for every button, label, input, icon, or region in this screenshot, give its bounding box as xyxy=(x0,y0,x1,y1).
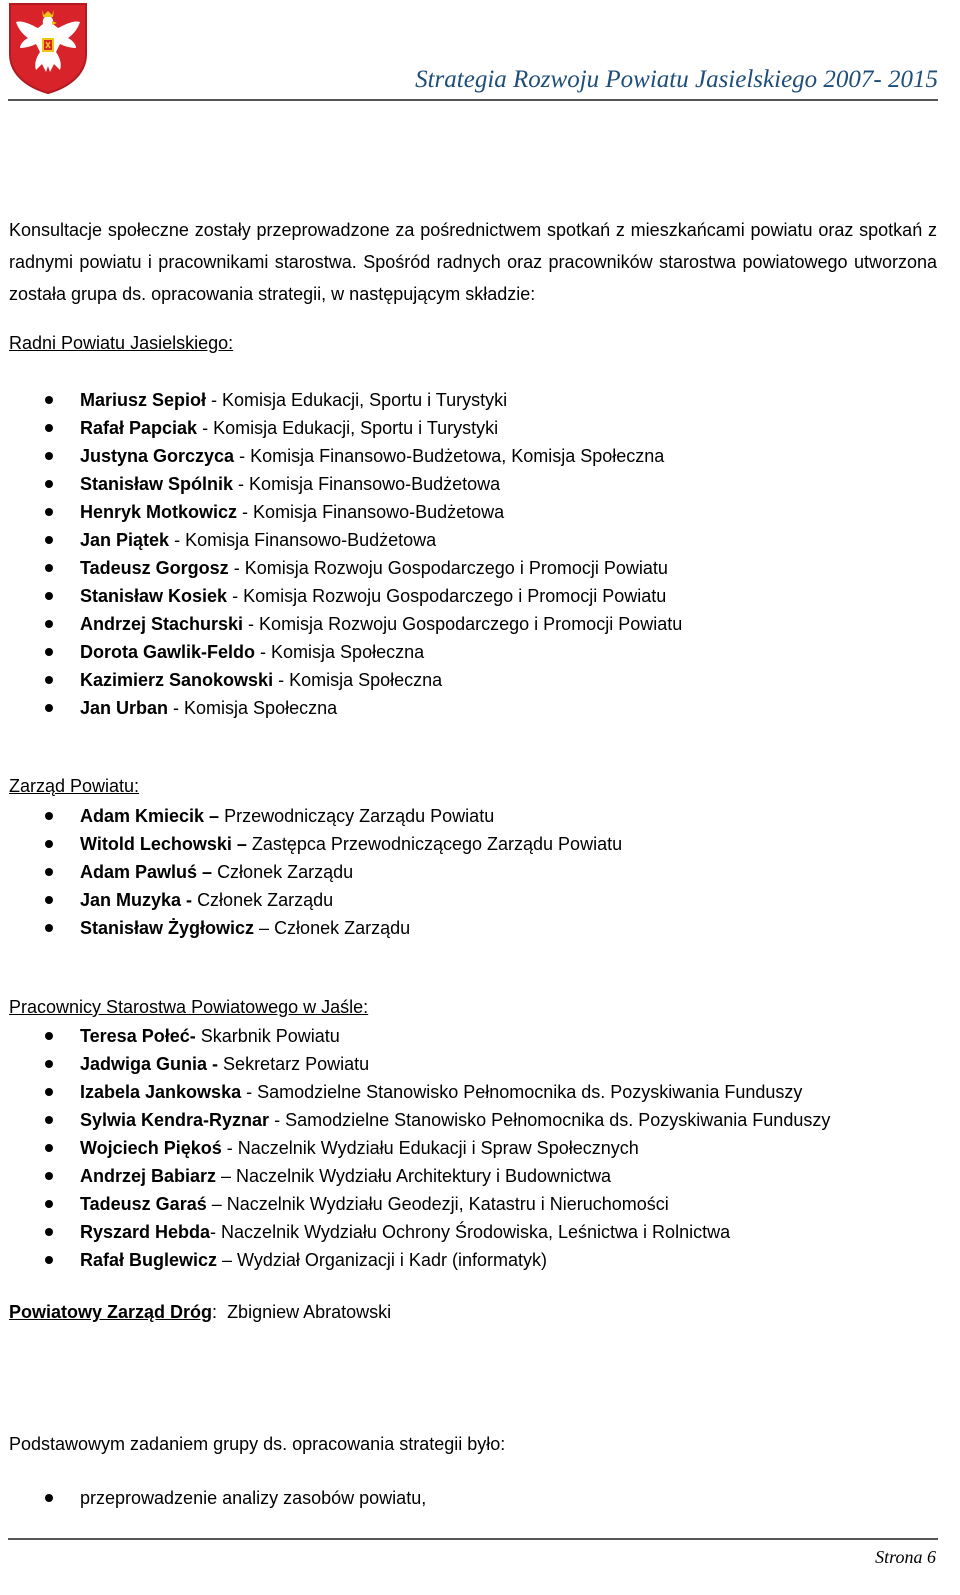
drogi-label: Powiatowy Zarząd Dróg xyxy=(9,1302,213,1322)
member-name: Stanisław Kosiek xyxy=(80,586,228,606)
list-item: Tadeusz Gorgosz - Komisja Rozwoju Gospodarczego i Promocji Powiatu xyxy=(0,554,940,582)
list-item: Tadeusz Garaś – Naczelnik Wydziału Geodezji, Katastru i Nieruchomości xyxy=(0,1190,940,1218)
list-item xyxy=(0,830,940,858)
member-role: Naczelnik Wydziału Geodezji, Katastru i Nieruchomości xyxy=(226,1194,669,1214)
member-role: Przewodniczący Zarządu Powiatu xyxy=(224,806,495,826)
list-item: Izabela Jankowska - Samodzielne Stanowisko Pełnomocnika ds. Pozyskiwania Funduszy xyxy=(0,1078,940,1106)
member-name: Kazimierz Sanokowski xyxy=(80,670,274,690)
list-item: Henryk Motkowicz - Komisja Finansowo-Budżetowa xyxy=(0,498,940,526)
member-role: Naczelnik Wydziału Ochrony Środowiska, Leśnictwa i Rolnictwa xyxy=(221,1222,731,1242)
member-role: Komisja Społeczna xyxy=(184,698,338,718)
list-item: Andrzej Babiarz – Naczelnik Wydziału Architektury i Budownictwa xyxy=(0,1162,940,1190)
member-name: Jan Muzyka - xyxy=(80,890,193,910)
member-name: Sylwia Kendra-Ryznar xyxy=(80,1110,270,1130)
member-role: Skarbnik Powiatu xyxy=(200,1026,340,1046)
member-name: Andrzej Babiarz xyxy=(80,1166,217,1186)
intro-paragraph: Konsultacje społeczne zostały przeprowadzone za pośrednictwem spotkań z mieszkańcami powiatu oraz spotkań z radnymi powiatu i pracownikami starostwa. Spośród radnych oraz pracowników starostwa powiatowego utworzona została grupa ds. opracowania strategii, w następującym składzie: xyxy=(9,220,937,304)
list-item: Rafał Buglewicz – Wydział Organizacji i Kadr (informatyk) xyxy=(0,1246,940,1274)
member-name: Izabela Jankowska xyxy=(80,1082,242,1102)
member-role: Wydział Organizacji i Kadr (informatyk) xyxy=(237,1250,547,1270)
member-role: Komisja Rozwoju Gospodarczego i Promocji Powiatu xyxy=(244,558,668,578)
member-role: Zastępca Przewodniczącego Zarządu Powiatu xyxy=(251,834,623,854)
member-name: Jan Urban xyxy=(80,698,169,718)
member-role: Komisja Społeczna xyxy=(271,642,425,662)
member-name: Adam Kmiecik – xyxy=(80,806,220,826)
member-role: Samodzielne Stanowisko Pełnomocnika ds. Pozyskiwania Funduszy xyxy=(285,1110,831,1130)
pracownicy-list xyxy=(0,1022,940,1274)
list-item xyxy=(0,802,940,830)
list-item: Sylwia Kendra-Ryznar - Samodzielne Stanowisko Pełnomocnika ds. Pozyskiwania Funduszy xyxy=(0,1106,940,1134)
zarzad-list xyxy=(0,802,940,942)
footer-divider xyxy=(8,1538,938,1540)
section-heading-radni: Radni Powiatu Jasielskiego: xyxy=(9,333,234,353)
member-role: Komisja Finansowo-Budżetowa, Komisja Społeczna xyxy=(250,446,665,466)
member-name: Wojciech Piękoś xyxy=(80,1138,222,1158)
member-role: Sekretarz Powiatu xyxy=(223,1054,370,1074)
radni-list xyxy=(0,386,940,722)
list-item: Justyna Gorczyca - Komisja Finansowo-Budżetowa, Komisja Społeczna xyxy=(0,442,940,470)
list-item: Dorota Gawlik-Feldo - Komisja Społeczna xyxy=(0,638,940,666)
list-item xyxy=(0,1022,940,1050)
list-item: Stanisław Kosiek - Komisja Rozwoju Gospodarczego i Promocji Powiatu xyxy=(0,582,940,610)
list-item xyxy=(0,1484,940,1512)
list-item: Ryszard Hebda- Naczelnik Wydziału Ochrony Środowiska, Leśnictwa i Rolnictwa xyxy=(0,1218,940,1246)
member-name: Witold Lechowski – xyxy=(80,834,247,854)
list-item: Andrzej Stachurski - Komisja Rozwoju Gospodarczego i Promocji Powiatu xyxy=(0,610,940,638)
member-name: Mariusz Sepioł xyxy=(80,390,207,410)
list-item: Stanisław Spólnik - Komisja Finansowo-Budżetowa xyxy=(0,470,940,498)
member-name: Rafał Buglewicz xyxy=(80,1250,218,1270)
member-role: Komisja Finansowo-Budżetowa xyxy=(249,474,501,494)
member-role: Komisja Edukacji, Sportu i Turystyki xyxy=(222,390,508,410)
member-name: Justyna Gorczyca xyxy=(80,446,235,466)
member-role: Samodzielne Stanowisko Pełnomocnika ds. Pozyskiwania Funduszy xyxy=(257,1082,803,1102)
member-role: Naczelnik Wydziału Edukacji i Spraw Społecznych xyxy=(237,1138,639,1158)
member-name: Ryszard Hebda xyxy=(80,1222,211,1242)
member-name: Stanisław Żygłowicz xyxy=(80,918,255,938)
member-role: Członek Zarządu xyxy=(274,918,411,938)
list-item xyxy=(0,858,940,886)
member-name: Rafał Papciak xyxy=(80,418,198,438)
list-item: Mariusz Sepioł - Komisja Edukacji, Sportu i Turystyki xyxy=(0,386,940,414)
drogi-line: Powiatowy Zarząd Dróg: Zbigniew Abratowski xyxy=(9,1302,392,1322)
member-name: Jan Piątek xyxy=(80,530,170,550)
section-heading-pracownicy: Pracownicy Starostwa Powiatowego w Jaśle: xyxy=(9,997,369,1017)
drogi-value: Zbigniew Abratowski xyxy=(227,1302,392,1322)
section-heading-zarzad: Zarząd Powiatu: xyxy=(9,776,140,796)
list-item: Rafał Papciak - Komisja Edukacji, Sportu i Turystyki xyxy=(0,414,940,442)
member-role: Komisja Finansowo-Budżetowa xyxy=(185,530,437,550)
member-role: Komisja Rozwoju Gospodarczego i Promocji Powiatu xyxy=(259,614,683,634)
task-text: przeprowadzenie analizy zasobów powiatu, xyxy=(80,1488,427,1508)
header-divider xyxy=(8,99,938,101)
member-role: Naczelnik Wydziału Architektury i Budownictwa xyxy=(236,1166,612,1186)
list-item: Jan Urban - Komisja Społeczna xyxy=(0,694,940,722)
list-item: Stanisław Żygłowicz – Członek Zarządu xyxy=(0,914,940,942)
coat-of-arms-icon xyxy=(8,2,88,94)
list-item xyxy=(0,1050,940,1078)
member-role: Członek Zarządu xyxy=(217,862,354,882)
member-name: Andrzej Stachurski xyxy=(80,614,244,634)
member-name: Tadeusz Garaś xyxy=(80,1194,207,1214)
member-name: Adam Pawluś – xyxy=(80,862,213,882)
member-name: Jadwiga Gunia - xyxy=(80,1054,219,1074)
header-title: Strategia Rozwoju Powiatu Jasielskiego 2007- 2015 xyxy=(415,66,938,93)
member-role: Komisja Edukacji, Sportu i Turystyki xyxy=(213,418,499,438)
member-role: Członek Zarządu xyxy=(197,890,334,910)
member-role: Komisja Społeczna xyxy=(289,670,443,690)
task-intro: Podstawowym zadaniem grupy ds. opracowania strategii było: xyxy=(9,1434,506,1454)
member-role: Komisja Finansowo-Budżetowa xyxy=(253,502,505,522)
list-item: Wojciech Piękoś - Naczelnik Wydziału Edukacji i Spraw Społecznych xyxy=(0,1134,940,1162)
member-name: Henryk Motkowicz xyxy=(80,502,238,522)
list-item xyxy=(0,886,940,914)
member-name: Stanisław Spólnik xyxy=(80,474,234,494)
list-item: Kazimierz Sanokowski - Komisja Społeczna xyxy=(0,666,940,694)
member-name: Teresa Połeć- xyxy=(80,1026,196,1046)
page-number: Strona 6 xyxy=(875,1547,936,1567)
member-name: Tadeusz Gorgosz xyxy=(80,558,229,578)
member-role: Komisja Rozwoju Gospodarczego i Promocji Powiatu xyxy=(243,586,667,606)
task-list xyxy=(0,1484,940,1512)
list-item: Jan Piątek - Komisja Finansowo-Budżetowa xyxy=(0,526,940,554)
member-name: Dorota Gawlik-Feldo xyxy=(80,642,256,662)
